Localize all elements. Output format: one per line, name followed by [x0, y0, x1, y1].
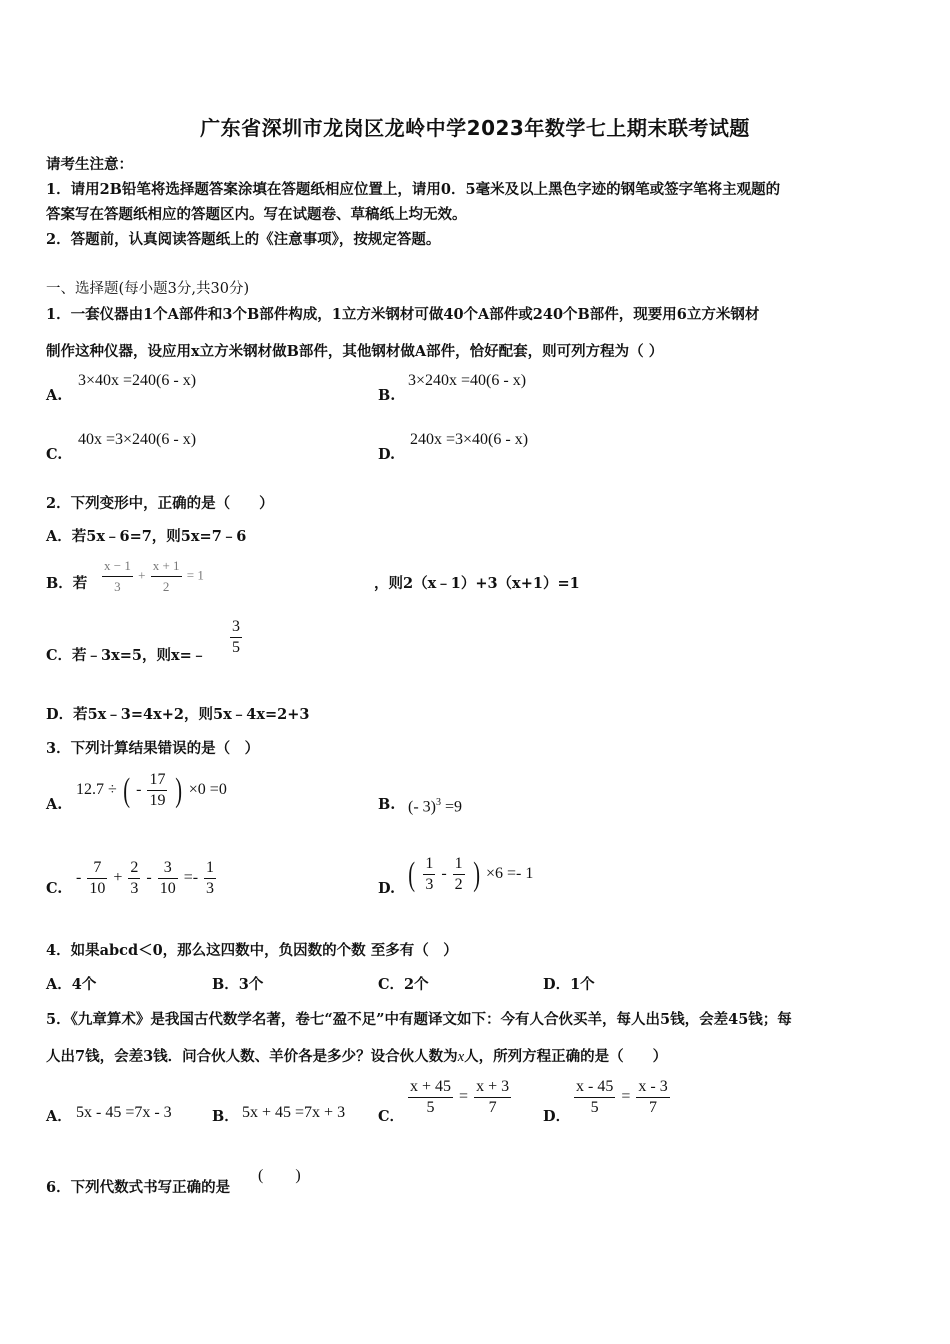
q2-b-frac1-numerator: x − 1	[102, 556, 133, 577]
q3-d-frac1-denominator: 3	[425, 876, 434, 893]
q5-option-d	[572, 1077, 672, 1118]
q5-option-d-label: D．	[543, 1108, 571, 1125]
q1-option-b-label: B.	[378, 387, 396, 404]
q3-b-suffix: =9	[440, 798, 463, 816]
q1-option-b: 3×240x =40(6 - x)	[408, 372, 527, 389]
q3-a-numerator: 17	[147, 770, 167, 791]
q5-c-numerator-2: x + 3	[474, 1077, 511, 1098]
q3-option-c-label: C.	[46, 880, 63, 897]
section-heading: 一、选择题(每小题3分,共30分)	[46, 281, 250, 297]
q1-stem-line-1: 1．一套仪器由1个A部件和3个B部件构成，1立方米钢材可做40个A部件或240个B部件，现要用6立方米钢材	[46, 306, 760, 323]
q2-b-equals: = 1	[186, 567, 204, 583]
q2-b-frac2-denominator: 2	[162, 579, 170, 594]
q5-option-b: 5x + 45 =7x + 3	[242, 1104, 346, 1121]
q3-d-frac2-denominator: 2	[454, 876, 463, 893]
q3-a-prefix: 12.7 ÷	[76, 781, 117, 799]
q2-b-frac2-numerator: x + 1	[151, 556, 182, 577]
q2-stem: 2．下列变形中，正确的是（ ）	[46, 495, 274, 512]
q3-c-term3-numerator: 3	[158, 858, 178, 879]
q3-c-term3-sign: -	[146, 869, 152, 887]
notice-item-1-line-2: 答案写在答题纸相应的答题区内。写在试题卷、草稿纸上均无效。	[46, 206, 467, 223]
q1-option-d-label: D.	[378, 446, 396, 463]
q5-d-denominator-2: 7	[649, 1099, 658, 1116]
q3-option-d-label: D.	[378, 880, 396, 897]
q1-stem-line-2: 制作这种仪器，设应用x立方米钢材做B部件，其他钢材做A部件，恰好配套，则可列方程为（ ）	[46, 343, 664, 360]
q3-c-equals: =-	[183, 869, 199, 887]
q2-b-plus: +	[138, 567, 146, 583]
q5-variable: x	[457, 1049, 465, 1065]
q2-option-b-suffix: ，则2（x﹣1）+3（x+1）=1	[374, 575, 580, 592]
q2-option-d: D．若5x﹣3=4x+2，则5x﹣4x=2+3	[46, 706, 310, 723]
q3-c-term2-numerator: 2	[128, 858, 140, 879]
q6-stem: 6．下列代数式书写正确的是	[46, 1179, 231, 1196]
page-title: 广东省深圳市龙岗区龙岭中学2023年数学七上期末联考试题	[200, 116, 750, 140]
q5-d-denominator-1: 5	[590, 1099, 599, 1116]
q3-a-minus: -	[136, 781, 142, 799]
q5-d-equals: =	[621, 1088, 631, 1106]
q1-option-c-label: C.	[46, 446, 63, 463]
q3-c-term1-numerator: 7	[87, 858, 107, 879]
q3-c-term1-sign: -	[76, 869, 82, 887]
q2-c-numerator: 3	[230, 617, 242, 638]
q4-option-c: C．2个	[378, 976, 429, 993]
q3-c-term1-denominator: 10	[89, 880, 106, 897]
q1-option-a-label: A.	[46, 387, 63, 404]
q3-option-a	[76, 770, 227, 811]
q5-d-numerator-2: x - 3	[636, 1077, 669, 1098]
q4-stem: 4．如果abcd＜0，那么这四数中，负因数的个数 至多有（ ）	[46, 942, 458, 959]
q5-c-numerator-1: x + 45	[408, 1077, 453, 1098]
q3-d-frac2-numerator: 1	[453, 854, 465, 875]
q1-option-a: 3×40x =240(6 - x)	[78, 372, 197, 389]
q5-stem-line-1: 5．《九章算术》是我国古代数学名著，卷七“盈不足”中有题译文如下：今有人合伙买羊，每人出5钱，会差45钱；每	[46, 1011, 792, 1028]
q2-option-b-expression	[100, 556, 204, 597]
q1-option-c: 40x =3×240(6 - x)	[78, 431, 197, 448]
q5-option-c-label: C．	[378, 1108, 405, 1125]
q3-option-c	[76, 858, 218, 899]
q5-option-a-label: A．	[46, 1108, 72, 1125]
left-paren-icon: (	[408, 855, 416, 893]
q5-line2-suffix: 人，所列方程正确的是（ ）	[464, 1048, 668, 1065]
q3-c-term3-denominator: 10	[159, 880, 176, 897]
q5-c-equals: =	[459, 1088, 469, 1106]
q6-answer-paren: ( )	[258, 1167, 301, 1184]
q5-c-denominator-2: 7	[488, 1099, 497, 1116]
q3-c-term2-denominator: 3	[130, 880, 139, 897]
notice-item-1-line-1: 1．请用2B铅笔将选择题答案涂填在答题纸相应位置上，请用0．5毫米及以上黑色字迹的钢笔或签字笔将主观题的	[46, 181, 781, 198]
q5-d-numerator-1: x - 45	[574, 1077, 615, 1098]
q2-option-c-prefix: C．若﹣3x=5，则x=﹣	[46, 647, 207, 664]
q2-option-a: A．若5x﹣6=7，则5x=7﹣6	[46, 528, 247, 545]
q3-b-base: (- 3)	[408, 798, 436, 816]
q2-b-frac1-denominator: 3	[114, 579, 121, 594]
right-paren-icon: )	[472, 855, 480, 893]
q3-option-a-label: A.	[46, 796, 63, 813]
right-paren-icon: )	[175, 771, 183, 809]
q5-stem-line-2	[46, 1045, 667, 1066]
notice-heading: 请考生注意：	[46, 156, 133, 173]
q5-c-denominator-1: 5	[426, 1099, 435, 1116]
q3-d-frac1-numerator: 1	[423, 854, 435, 875]
q3-option-b-label: B.	[378, 796, 396, 813]
q3-c-result-numerator: 1	[204, 858, 216, 879]
q4-option-d: D．1个	[543, 976, 595, 993]
q3-d-suffix: ×6 =- 1	[485, 865, 534, 883]
q5-option-c	[406, 1077, 513, 1118]
q5-line2-prefix: 人出7钱，会差3钱．问合伙人数、羊价各是多少？设合伙人数为	[46, 1048, 458, 1065]
q3-c-term2-sign: +	[113, 869, 123, 887]
q3-c-result-denominator: 3	[206, 880, 215, 897]
q5-option-a: 5x - 45 =7x - 3	[76, 1104, 172, 1121]
q3-option-d	[406, 854, 533, 895]
q3-stem: 3．下列计算结果错误的是（ ）	[46, 740, 260, 757]
q4-option-b: B．3个	[212, 976, 264, 993]
q2-option-c-fraction	[228, 617, 244, 658]
q3-d-minus: -	[441, 865, 447, 883]
q2-c-denominator: 5	[232, 639, 240, 656]
q3-b-exponent: 3	[435, 797, 441, 808]
notice-item-2: 2．答题前，认真阅读答题纸上的《注意事项》，按规定答题。	[46, 231, 441, 248]
q3-a-denominator: 19	[149, 792, 166, 809]
left-paren-icon: (	[123, 771, 130, 809]
q2-option-b-prefix: B．若	[46, 575, 88, 592]
q4-option-a: A．4个	[46, 976, 97, 993]
q3-a-suffix: ×0 =0	[188, 781, 227, 799]
q5-option-b-label: B．	[212, 1108, 239, 1125]
q1-option-d: 240x =3×40(6 - x)	[410, 431, 529, 448]
q3-option-b	[408, 797, 462, 816]
